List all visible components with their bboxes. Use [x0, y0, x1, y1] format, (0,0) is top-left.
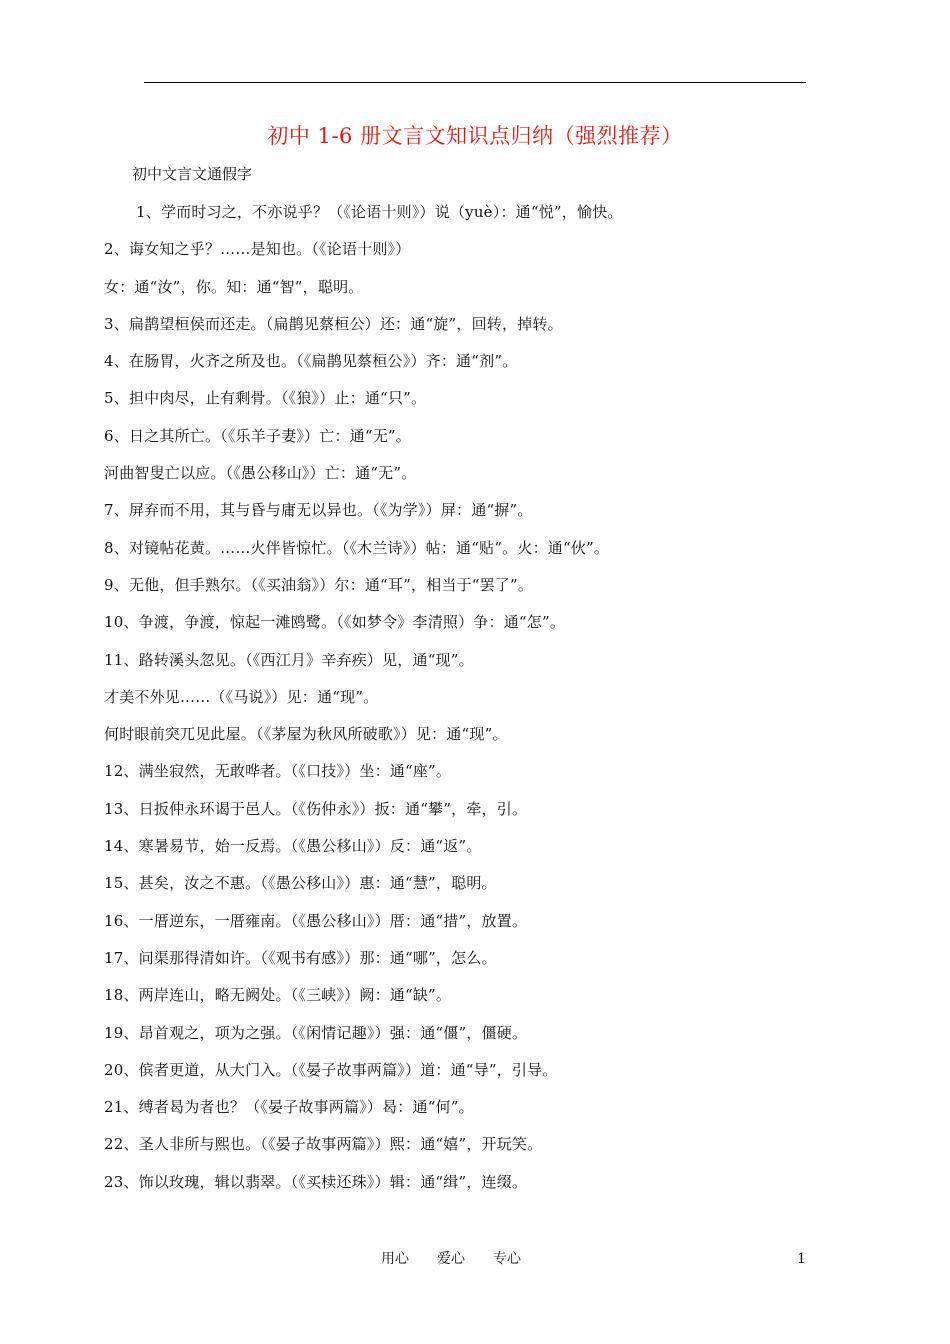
text-line: 14、寒暑易节，始一反焉。（《愚公移山》）反：通“返”。 [104, 837, 482, 856]
text-line: 4、在肠胃，火齐之所及也。（《扁鹊见蔡桓公》）齐：通“剂”。 [104, 352, 518, 371]
text-line: 17、问渠那得清如许。（《观书有感》）那：通“哪”，怎么。 [104, 948, 497, 967]
text-line: 20、傧者更道，从大门入。（《晏子故事两篇》）道：通“导”，引导。 [104, 1060, 558, 1079]
text-line: 21、缚者曷为者也？（《晏子故事两篇》）曷：通“何”。 [104, 1098, 474, 1117]
text-line: 13、日扳仲永环谒于邑人。（《伤仲永》）扳：通“攀”，牵，引。 [104, 799, 528, 818]
text-line: 12、满坐寂然，无敢哗者。（《口技》）坐：通“座”。 [104, 762, 452, 781]
text-line: 9、无他，但手熟尔。（《买油翁》）尔：通“耳”，相当于“罢了”。 [104, 575, 534, 594]
text-line: 8、对镜帖花黄。……火伴皆惊忙。（《木兰诗》）帖：通“贴”。火：通“伙”。 [104, 538, 610, 557]
page-footer [0, 1248, 950, 1270]
text-line: 河曲智叟亡以应。（《愚公移山》）亡：通“无”。 [104, 464, 417, 483]
header-rule [144, 82, 806, 83]
text-line: 22、圣人非所与熙也。（《晏子故事两篇》）熙：通“嬉”，开玩笑。 [104, 1135, 543, 1154]
text-line: 18、两岸连山，略无阙处。（《三峡》）阙：通“缺”。 [104, 986, 452, 1005]
document-title: 初中 1-6 册文言文知识点归纳（强烈推荐） [267, 124, 683, 148]
text-line: 15、甚矣，汝之不惠。（《愚公移山》）惠：通“慧”，聪明。 [104, 874, 497, 893]
body-text [104, 201, 844, 1208]
text-line: 女：通“汝”，你。知：通“智”，聪明。 [104, 277, 364, 296]
text-line: 16、一厝逆东，一厝雍南。（《愚公移山》）厝：通“措”，放置。 [104, 911, 528, 930]
text-line: 19、昂首观之，项为之强。（《闲情记趣》）强：通“僵”，僵硬。 [104, 1023, 528, 1042]
text-line: 7、屏弃而不用，其与昏与庸无以异也。（《为学》）屏：通“摒”。 [104, 501, 533, 520]
text-line: 5、担中肉尽，止有剩骨。（《狼》）止：通“只”。 [104, 389, 427, 408]
text-line: 11、路转溪头忽见。（《西江月》辛弃疾）见，通“现”。 [104, 650, 474, 669]
text-line: 10、争渡，争渡，惊起一滩鸥鹭。（《如梦令》李清照）争：通“怎”。 [104, 613, 566, 632]
text-line: 才美不外见……（《马说》）见：通“现”。 [104, 687, 379, 706]
text-line: 23、饰以玫瑰，辑以翡翠。（《买椟还珠》）辑：通“缉”，连缀。 [104, 1172, 528, 1191]
text-line: 2、诲女知之乎？……是知也。（《论语十则》） [104, 240, 411, 259]
page-number: 1 [797, 1251, 806, 1267]
text-line: 6、日之其所亡。（《乐羊子妻》）亡：通“无”。 [104, 426, 411, 445]
section-heading: 初中文言文通假字 [132, 165, 253, 183]
text-line: 3、扁鹊望桓侯而还走。（扁鹊见蔡桓公）还：通“旋”，回转，掉转。 [104, 314, 563, 333]
text-line: 1、学而时习之，不亦说乎？（《论语十则》）说（yuè）：通“悦”，愉快。 [136, 203, 623, 221]
footer-text: 用心 爱心 专心 [381, 1251, 521, 1267]
text-line: 何时眼前突兀见此屋。（《茅屋为秋风所破歌》）见：通“现”。 [104, 725, 508, 744]
